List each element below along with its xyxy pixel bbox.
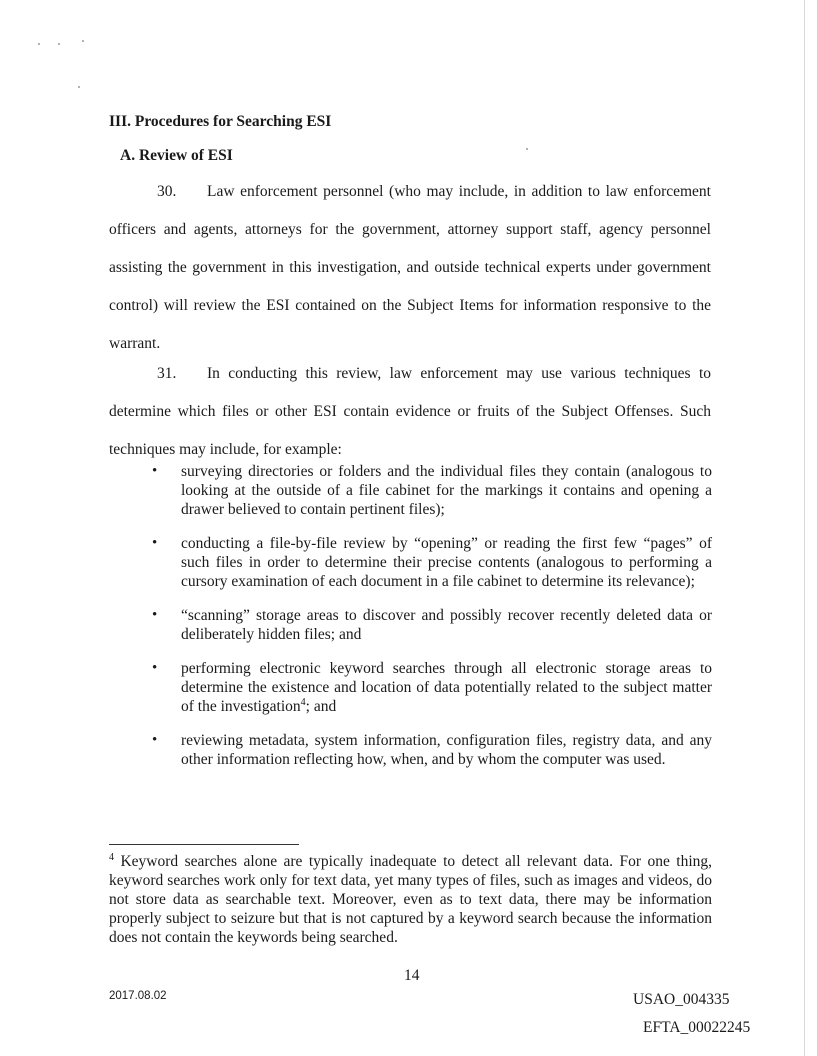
section-heading: III. Procedures for Searching ESI bbox=[109, 113, 332, 130]
list-item-text: performing electronic keyword searches through all electronic storage areas to determine the existence and location of data potentially related to the subject matter of the investigation bbox=[181, 660, 712, 715]
scan-speck bbox=[82, 40, 84, 42]
paragraph-30 bbox=[109, 173, 711, 363]
bullet-icon: • bbox=[152, 660, 158, 676]
footnote-marker: 4 bbox=[109, 851, 114, 863]
list-item-text: “scanning” storage areas to discover and possibly recover recently deleted data or deliberately hidden files; and bbox=[181, 607, 712, 643]
bullet-icon: • bbox=[152, 732, 158, 748]
paragraph-text: Law enforcement personnel (who may include, in addition to law enforcement officers and agents, attorneys for the government, attorney support staff, agency personnel assisting the government in this investigation, and outside technical experts under government control) will review the ESI contained on the Subject Items for information responsive to the warrant. bbox=[109, 183, 711, 352]
footnote-reference[interactable]: 4 bbox=[300, 696, 306, 708]
list-item-text: reviewing metadata, system information, configuration files, registry data, and any other information reflecting how, when, and by whom the computer was used. bbox=[181, 732, 712, 768]
scan-speck bbox=[58, 43, 60, 45]
bullet-icon: • bbox=[152, 463, 158, 479]
bates-number-usao: USAO_004335 bbox=[633, 991, 730, 1008]
footnote-text: Keyword searches alone are typically inadequate to detect all relevant data. For one thing, keyword searches work only for text data, yet many types of files, such as images and videos, do not store data as searchable text. Moreover, even as to text data, there may be information properly subject to seizure but that is not captured by a keyword search because the information does not contain the keywords being searched. bbox=[109, 853, 712, 946]
page-edge-line bbox=[804, 0, 805, 1056]
paragraph-text: In conducting this review, law enforcement may use various techniques to determine which files or other ESI contain evidence or fruits of the Subject Offenses. Such techniques may include, for example: bbox=[109, 365, 711, 458]
scan-speck bbox=[526, 148, 528, 150]
bullet-icon: • bbox=[152, 535, 158, 551]
bullet-icon: • bbox=[152, 607, 158, 623]
list-item bbox=[152, 606, 712, 644]
bates-number-efta: EFTA_00022245 bbox=[643, 1019, 751, 1036]
list-item bbox=[152, 462, 712, 519]
list-item bbox=[152, 731, 712, 769]
list-item-text: conducting a file-by-file review by “opening” or reading the first few “pages” of such files in order to determine their precise contents (analogous to performing a cursory examination of each document in a file cabinet to determine its relevance); bbox=[181, 535, 712, 590]
paragraph-number: 30. bbox=[157, 183, 177, 200]
list-item-text-tail: ; and bbox=[305, 698, 337, 715]
page-number: 14 bbox=[404, 967, 420, 984]
paragraph-number: 31. bbox=[157, 365, 177, 382]
footnote-divider bbox=[109, 844, 299, 845]
technique-list bbox=[152, 462, 712, 784]
date-stamp: 2017.08.02 bbox=[109, 990, 167, 1002]
list-item-text: surveying directories or folders and the individual files they contain (analogous to looking at the outside of a file cabinet for the markings it contains and opening a drawer believed to contain pertinent files); bbox=[181, 463, 712, 518]
list-item bbox=[152, 534, 712, 591]
paragraph-31 bbox=[109, 355, 711, 469]
list-item bbox=[152, 659, 712, 716]
scan-speck bbox=[38, 43, 40, 45]
sub-heading: A. Review of ESI bbox=[120, 147, 233, 164]
scan-speck bbox=[78, 86, 80, 88]
footnote bbox=[109, 852, 712, 947]
